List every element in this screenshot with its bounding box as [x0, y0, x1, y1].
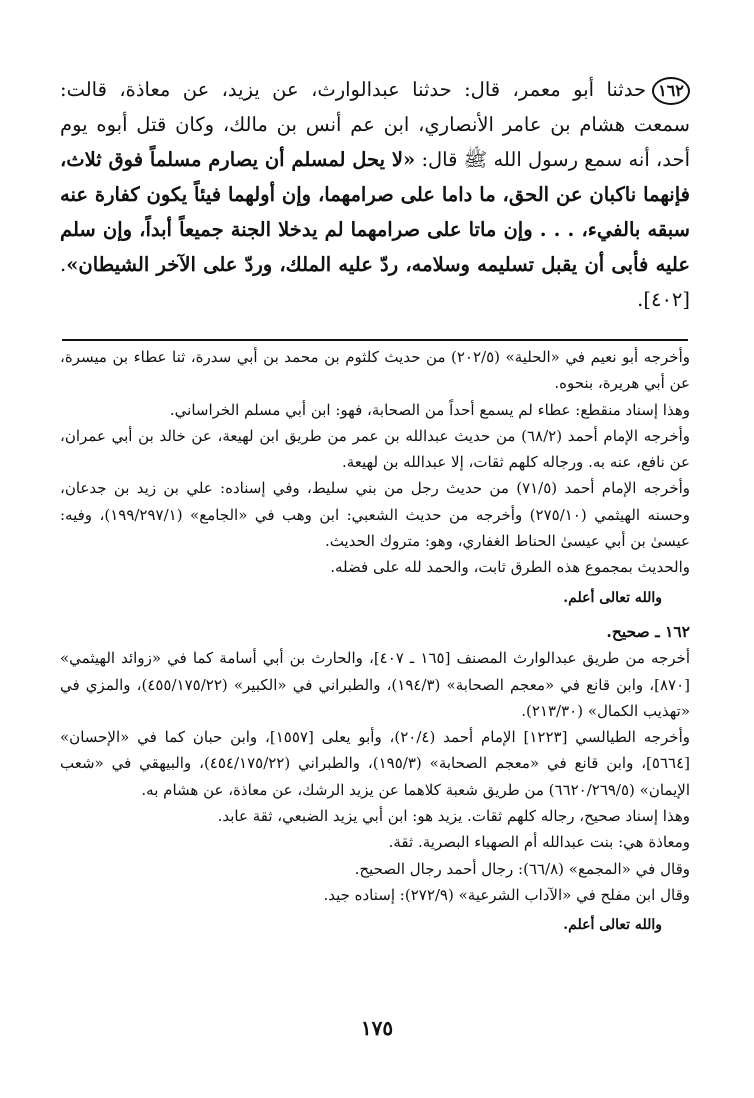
note-paragraph: وقال في «المجمع» (٦٦/٨): رجال أحمد رجال الصحيح.: [354, 859, 690, 878]
hadith-matn: «لا يحل لمسلم أن يصارم مسلماً فوق ثلاث، فإنهما ناكبان عن الحق، ما داما على صرامهما، وإن أولهما فيئاً يكون كفارة عنه سبقه بالفيء، . . . وإن ماتا على صرامهما لم يدخلا الجنة جميعاً أبداً، وإن سلم عليه فأبى أن يقبل تسليمه وسلامه، ردّ عليه الملك، وردّ على الآخر الشيطان»: [60, 148, 690, 276]
note-paragraph: وأخرجه الطيالسي [١٢٢٣] الإمام أحمد (٢٠/٤)، وأبو يعلى [١٥٥٧]، وابن حبان كما في «الإحسان» [٥٦٦٤]، وابن قانع في «معجم الصحابة» (١٩٥/٣)، والطبراني (٤٥٤/١٧٥/٢٢)، والبيهقي في «شعب الإيمان» (٦٦٢٠/٢٦٩/٥) من طريق شعبة كلاهما عن يزيد الرشك، عن معاذة، عن هشام به.: [60, 728, 690, 799]
note-paragraph: وأخرجه أبو نعيم في «الحلية» (٢٠٢/٥) من حديث كلثوم بن محمد بن أبي سدرة، ثنا عطاء بن ميسرة، عن أبي هريرة، بنحوه.: [60, 348, 690, 393]
note-paragraph: ومعاذة هي: بنت عبدالله أم الصهباء البصرية. ثقة.: [388, 833, 690, 852]
hadith-paragraph: [60, 72, 690, 317]
hadith-narration: حدثنا أبو معمر، قال: حدثنا عبدالوارث، عن يزيد، عن معاذة، قالت: سمعت هشام بن عامر الأنصاري، ابن عم أنس بن مالك، وكان قتل أبوه يوم أحد، أنه سمع رسول الله ﷺ قال:: [60, 78, 690, 171]
note-paragraph: وقال ابن مفلح في «الآداب الشرعية» (٢٧٢/٩): إسناده جيد.: [323, 885, 690, 904]
footnote-divider: [62, 339, 688, 341]
closing-formula: والله تعالى أعلم.: [563, 917, 662, 934]
closing-formula: والله تعالى أعلم.: [563, 589, 662, 606]
section-heading: ١٦٢ ـ صحيح.: [606, 621, 690, 641]
hadith-block: [60, 72, 690, 317]
page-number: ١٧٥: [360, 1016, 394, 1040]
note-paragraph: وهذا إسناد منقطع: عطاء لم يسمع أحداً من الصحابة، فهو: ابن أبي مسلم الخراساني.: [169, 400, 690, 419]
note-paragraph: أخرجه من طريق عبدالوارث المصنف [١٦٥ ـ ٤٠٧]، والحارث بن أبي أسامة كما في «زوائد الهيثمي» [٨٧٠]، وابن قانع في «معجم الصحابة» (١٩٤/٣)، والطبراني في «الكبير» (٤٥٥/١٧٥/٢٢)، والمزي في «تهذيب الكمال» (٢١٣/٣٠).: [60, 649, 690, 720]
note-paragraph: وأخرجه الإمام أحمد (٦٨/٢) من حديث عبدالله بن عمر من طريق ابن لهيعة، عن خالد بن أبي عمران، عن نافع، عنه به. ورجاله كلهم ثقات، إلا عبدالله بن لهيعة.: [60, 426, 690, 472]
hadith-number: ١٦٢: [652, 77, 690, 105]
note-paragraph: والحديث بمجموع هذه الطرق ثابت، والحمد لله على فضله.: [330, 558, 690, 577]
footnotes: [60, 344, 690, 947]
hadith-reference: . [٤٠٢].: [60, 253, 690, 311]
note-paragraph: وأخرجه الإمام أحمد (٧١/٥) من حديث رجل من بني سليط، وفي إسناده: علي بن زيد بن جدعان، وحسنه الهيثمي (٢٧٥/١٠) وأخرجه من حديث الشعبي: ابن وهب في «الجامع» (١٩٩/٢٩٧/١)، وفيه: عيسىٰ بن أبي عيسىٰ الحناط الغفاري، وهو: متروك الحديث.: [60, 479, 691, 551]
note-paragraph: وهذا إسناد صحيح، رجاله كلهم ثقات. يزيد هو: ابن أبي يزيد الضبعي، ثقة عابد.: [217, 807, 690, 826]
